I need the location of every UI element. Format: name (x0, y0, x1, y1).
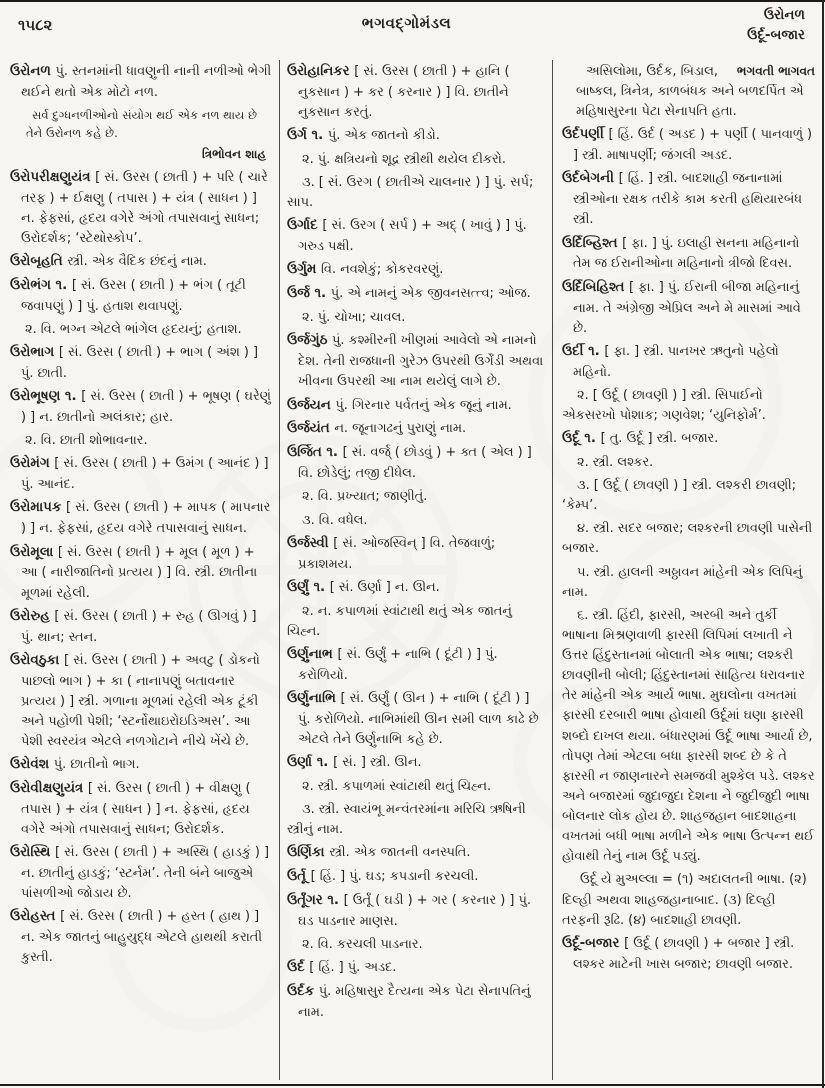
dict-sense: ૨. વિ. છાતી શોભાવનાર. (25, 433, 148, 449)
dict-entry: ઉર્ણિકા સ્ત્રી. એક જાતની વનસ્પતિ. (287, 845, 471, 861)
column-middle (280, 60, 553, 1080)
dict-sense: ૨. પું. ચોખા; ચાવલ. (302, 310, 406, 326)
dict-entry: ઉર્ણુનાભ [ સં. ઉર્ણું + નાભિ ( દૂંટી ) ] પું. કરોળિયો. (287, 646, 498, 683)
headword: ઉર્દી ૧. (562, 343, 605, 359)
dict-cite: ત્રિભોવન શાહ (201, 147, 266, 162)
dict-entry: ઉર્દૂ-બજાર [ ઉર્દૂ ( છાવણી ) + બજાર ] સ્ત્રી. લશ્કર માટેની ખાસ બજાર; છાવણી બજાર. (562, 935, 795, 972)
dict-entry: ઉર્દબેગની [ હિં. ] સ્ત્રી. બાદશાહી જનાનામાં સ્ત્રીઓના રક્ષક તરીકે કામ કરતી હથિયારબંધ સ્ત્રી. (562, 171, 802, 228)
headword: ઉર્ણિકા (287, 845, 330, 861)
headword: ઉર્ગુમ (287, 262, 322, 278)
headword: ઉર્જસ્વી (287, 535, 334, 551)
headword: ઉર્જયન (287, 397, 336, 413)
dict-para: ઉર્દૂ યે મુઅલ્લા = (૧) અદાલતની ભાષા. (૨) દિલ્હી અથવા શાહજહાનાબાદ. (૩) દિલ્હી તરફની રૂઢિ. (૪) બાદશાહી છાવણી. (562, 872, 807, 928)
dict-sense: ૨. વિ. કરચલી પાડનાર. (302, 937, 423, 953)
dict-sense: ૨. ન. કપાળમાં સ્વાંટાથી થતું એક જાતનું ચિહ્ન. (287, 603, 512, 639)
headword: ઉરોમંગ (10, 456, 55, 472)
guide-word-bottom: ઉર્દૂ-બજાર (747, 26, 805, 43)
dict-sense: ૪. સ્ત્રી. સદર બજાર; લશ્કરની છાવણી પાસેની બજાર. (562, 521, 813, 557)
headword: ઉર્દબેગની (562, 171, 619, 187)
headword: ઉર્ગ ૧. (287, 128, 328, 144)
headword: ઉરોમૂલા (10, 544, 58, 560)
dict-entry: ઉરોભાગ [ સં. ઉરસ ( છાતી ) + ભાગ ( અંશ ) ] પું. છાતી. (10, 345, 259, 382)
dict-entry: ઉરોહસ્ત [ સં. ઉરસ ( છાતી ) + હસ્ત ( હાથ ) ] ન. એક જાતનું બાહુયુદ્ધ એટલે હાથથી કરાતી કુસ્તી. (10, 909, 263, 966)
dict-entry: ઉર્દિબ્હિશ્ત [ ફા. ] પું. ઇલાહી સનના મહિનાનો તેમ જ ઈરાનીઓના મહિનાનો ત્રીજો દિવસ. (562, 235, 800, 272)
dictionary-content (10, 60, 815, 1080)
headword: ઉર્જયંત (287, 421, 335, 437)
dict-cont: ભગવતી ભાગવત અસિલોમા, ઉર્દક, બિડાલ, બાષ્કલ, ત્રિનેત્ર, કાળબંધક અને બળદર્પિત એ મહિષાસુરના પેટા સેનાપતિ હતા. (576, 64, 815, 120)
dict-quote: સર્વ દુગ્ધનળીઓનો સંયોગ થઈ એક નળ થાય છે તેને ઉરોનળ કહે છે. (26, 108, 258, 141)
dict-sense: ૨. પું. ક્ષત્રિયનો શૂદ્ર સ્ત્રીથી થયેલ દીકરો. (302, 152, 506, 168)
dict-entry: ઉરોસ્થિ [ સં. ઉરસ ( છાતી ) + અસ્થિ ( હાડકું ) ] ન. છાતીનું હાડકું; ‘સ્ટર્નમ’. તેની બંને બાજુએ પાંસળીઓ જોડાય છે. (10, 845, 270, 902)
dict-entry: ઉરોવીક્ષણુયંત્ર [ સં. ઉરસ ( છાતી ) + વીક્ષણુ ( તપાસ ) + યંત્ર ( સાધન ) ] ન. ફેફસાં, હૃદય વગેરે અંગો તપાસવાનું સાધન; ઉરોદર્શક. (10, 781, 251, 838)
headword: ઉરોનળ (10, 64, 56, 79)
headword: ઉર્ણુનાભિ (287, 690, 341, 706)
headword: ઉરોવંશ (10, 757, 54, 773)
headword: ઉર્ગાદ (287, 218, 323, 234)
headword: ઉરોભાગ (10, 345, 59, 361)
dict-entry: ઉર્ગ ૧. પું. એક જાતનો કીડો. (287, 128, 440, 144)
page-title: ભગવદ્ગોમંડલ (361, 14, 452, 32)
dict-entry: ઉર્જયન પું. ગિરનાર પર્વતનું એક જૂનું નામ. (287, 397, 512, 413)
dict-entry: ઉર્જયંત ન. જૂનાગઢનું પુરાણું નામ. (287, 421, 467, 437)
citation: ભગવતી ભાગવત (736, 64, 815, 78)
headword: ઉરોભંગ ૧. (10, 278, 72, 294)
headword: ઉર્તૂ (287, 869, 311, 885)
dict-entry: ઉરોબૃહતિ સ્ત્રી. એક વૈદિક છંદનું નામ. (10, 254, 207, 270)
dict-entry: ઉર્જસ્વી [ સં. ઓજસ્વિન્ ] વિ. તેજવાળું; પ્રકાશમય. (287, 535, 496, 572)
dict-entry: ઉર્ણું ૧. [ સં. ઉર્ણા ] ન. ઊન. (287, 579, 440, 595)
dict-entry: ઉરોનળ પું. સ્તનમાંની ધાવણુની નાની નળીઓ ભેગી થઈને થતો એક મોટો નળ. (10, 64, 272, 100)
dict-sense: ૨. સ્ત્રી. લશ્કર. (577, 454, 654, 470)
dict-entry: ઉર્દી ૧. [ ફા. ] સ્ત્રી. પાનખર ઋતુનો પહેલો મહિનો. (562, 343, 779, 380)
headword: ઉરોરુહ (10, 608, 55, 624)
dict-sense: ૨. [ ઉર્દૂ ( છાવણી ) ] સ્ત્રી. સિપાઈનો એકસરખો પોશાક; ગણવેશ; ‘યુનિફોર્મ’. (562, 387, 766, 423)
dict-entry: ઉરોરુહ [ સં. ઉરસ ( છાતી ) + રુહ ( ઊગવું ) ] પું. થાન; સ્તન. (10, 608, 257, 645)
dict-sense: ૨. વિ. પ્રખ્યાત; જાણીતું. (302, 489, 428, 505)
headword: ઉર્દૂ-બજાર (562, 935, 625, 951)
dict-sense: ૨. વિ. ભગ્ન એટલે ભાંગેલ હૃદયનું; હતાશ. (25, 322, 242, 338)
headword: ઉરોબૃહતિ (10, 254, 68, 270)
dict-entry: ઉરોમંગ [ સં. ઉરસ ( છાતી ) + ઉમંગ ( આનંદ ) ] પું. આનંદ. (10, 456, 269, 493)
dict-sense: ૩. સ્ત્રી. સ્વાયંભૂ મન્વંતરમાંના મરિચિ ઋષિની સ્ત્રીનું નામ. (287, 802, 526, 838)
headword: ઉર્દ (287, 960, 310, 976)
headword: ઉર્દિબ્હિશ્ત (562, 235, 623, 251)
headword: ઉર્ણું ૧. (287, 579, 330, 595)
dict-entry: ઉરોવંશ પું. છાતીનો ભાગ. (10, 757, 140, 773)
headword: ઉર્જગુંઠ (287, 333, 333, 349)
dict-entry: ઉર્દિબિહિશ્ત [ ફા. ] પું. ઈરાની બીજા મહિનાનું નામ. તે અંગ્રેજી એપ્રિલ અને મે માસમાં આવે છે. (562, 279, 801, 336)
dict-entry: ઉરોભૂષણ ૧. [ સં. ઉરસ ( છાતી ) + ભૂષણ ( ઘરેણું ) ] ન. છાતીનો અલંકાર; હાર. (10, 389, 271, 426)
dict-sense: ૬. સ્ત્રી. હિંદી, ફારસી, અરબી અને તુર્કી ભાષાના મિશ્રણવાળી ફારસી લિપિમાં લખાતી ને ઉત્તર હિંદુસ્તાનમાં બોલાતી એક ભાષા; લશ્કરી છાવણીની બોલી; હિંદુસ્તાનમાં સાહિત્ય ધરાવનાર તેર માંહેની એક આર્ય ભાષા. મુઘલોના વખતમાં ફારસી દરબારી ભાષા હોવાથી ઉર્દૂમાં ઘણા ફારસી શબ્દો દાખલ થયા. બંધારણમાં ઉર્દૂ ભાષા આર્યા છે, તોપણ તેમાં એટલા બધા ફારસી શબ્દ છે કે તે ફારસી ન જાણનારને સમજવી મુશ્કેલ પડે. લશ્કર અને બજારમાં જુદાજુદા દેશના ને જુદીજુદી ભાષા બોલનાર લોક હોય છે. શાહજહાન બાદશાહના વખતમાં બધી ભાષા મળીને એક ભાષા ઉત્પન્ન થઈ હોવાથી તેનું નામ ઉર્દૂ પડ્યું. (562, 607, 815, 865)
headword: ઉરોવીક્ષણુયંત્ર (10, 781, 88, 796)
dict-entry: ઉર્દપર્ણી [ હિં. ઉર્દ ( અડદ ) + પર્ણી ( પાનવાળું ) ] સ્ત્રી. માષાપર્ણી; જંગલી અડદ. (562, 127, 813, 164)
dict-entry: ઉર્તૂ [ હિં. ] પું. ઘડ; કપડાની કરચલી. (287, 869, 479, 885)
page-header (0, 6, 813, 58)
dict-entry: ઉર્જિત ૧. [ સં. વર્જ્ ( છોડવું ) + ક્ત ( એલ ) ] વિ. છોડેલું; તજી દીધેલ. (287, 445, 532, 482)
headword: ઉરોહસ્ત (10, 909, 61, 925)
headword: ઉરોહાનિકર (287, 64, 355, 79)
dict-entry: ઉર્ણા ૧. [ સં. ] સ્ત્રી. ઊન. (287, 755, 422, 771)
dict-entry: ઉર્તૂંગર ૧. [ ઉર્તૂં ( ઘડી ) + ગર ( કરનાર ) ] પું. ઘડ પાડનાર માણસ. (287, 893, 531, 930)
dict-sense: ૩. [ સં. ઉરગ ( છાતીએ ચાલનાર ) ] પું. સર્પ; સાપ. (287, 175, 534, 211)
dict-entry: ઉર્ણુનાભિ [ સં. ઉર્ણું ( ઊન ) + નાભિ ( દૂંટી ) ] પું. કરોળિયો. નાભિમાંથી ઊન સમી લાળ કાઢે છે એટલે તેને ઉર્ણુનાભિ કહે છે. (287, 690, 539, 747)
headword: ઉર્તૂંગર ૧. (287, 893, 344, 909)
headword: ઉરોપરીક્ષણુયંત્ર (10, 169, 96, 185)
headword: ઉર્જ ૧. (287, 286, 331, 302)
dict-entry: ઉરોવઠુકા [ સં. ઉરસ ( છાતી ) + અવટુ ( ડોકનો પાછલો ભાગ ) + કા ( નાનાપણું બતાવનાર પ્રત્યય ) ] સ્ત્રી. ગળાના મૂળમાં રહેલી એક ટૂંકી અને પહોળી પેશી; ‘સ્ટર્નોથાઇરોઇડિઅસ’. આ પેશી સ્વરયંત્ર એટલે નળગોટાને નીચે ખેંચે છે. (10, 652, 260, 749)
dict-entry: ઉરોમાપક [ સં. ઉરસ ( છાતી ) + માપક ( માપનાર ) ] ન. ફેફસાં, હૃદય વગેરે તપાસવાનું સાધન. (10, 500, 271, 537)
dict-entry: ઉરોહાનિકર [ સં. ઉરસ ( છાતી ) + હાનિ ( નુકસાન ) + કર ( કરનાર ) ] વિ. છાતીને નુકસાન કરતું. (287, 64, 510, 121)
page-right-rule (822, 0, 824, 1088)
guide-word-top: ઉરોનળ (763, 7, 805, 23)
dict-entry: ઉર્દ [ હિં. ] પું. અડદ. (287, 960, 397, 976)
dict-entry: ઉર્જગુંઠ પું. કશ્મીરની ખીણમાં આવેલો એ નામનો દેશ. તેની રાજધાની ગુરેઝ ઉપરથી ઉર્ગેંડી અથવા ખીવના ઉપરથી આ નામ થયેલું લાગે છે. (287, 333, 544, 390)
headword: ઉરોસ્થિ (10, 845, 55, 861)
page-top-rule (0, 0, 825, 2)
headword: ઉરોમાપક (10, 500, 66, 516)
dict-sense: ૫. સ્ત્રી. હાલની અઠ્ઠાવન માંહેની એક લિપિનું નામ. (562, 564, 803, 600)
guide-words (747, 6, 805, 45)
dict-entry: ઉરોમૂલા [ સં. ઉરસ ( છાતી ) + મૂલ ( મૂળ ) + આ ( નારીજાતિનો પ્રત્યય ) ] વિ. સ્ત્રી. છાતીના મૂળમાં રહેલી. (10, 544, 258, 601)
headword: ઉર્દૂ ૧. (562, 431, 601, 447)
headword: ઉર્દપર્ણી (562, 127, 609, 143)
dict-entry: ઉર્ગુમ વિ. નવશેકું; કોકરવરણું. (287, 262, 444, 278)
headword: ઉરોભૂષણ ૧. (10, 389, 82, 405)
dict-entry: ઉર્દક પું. મહિષાસુર દૈત્યના એક પેટા સેનાપતિનું નામ. (287, 984, 531, 1021)
column-right (553, 60, 815, 1080)
dict-sense: ૩. [ ઉર્દૂ ( છાવણી ) ] સ્ત્રી. લશ્કરી છાવણી; ‘કેમ્પ’. (562, 478, 797, 514)
dict-entry: ઉરોભંગ ૧. [ સં. ઉરસ ( છાતી ) + ભંગ ( તૂટી જવાપણું ) ] પું. હતાશ થવાપણું. (10, 278, 246, 314)
headword: ઉર્ણા ૧. (287, 755, 334, 771)
column-left (10, 60, 280, 1080)
dict-sense: ૨. સ્ત્રી. કપાળમાં સ્વાંટાથી થતું ચિહ્ન. (302, 778, 492, 794)
headword: ઉર્દિબિહિશ્ત (562, 279, 630, 295)
dict-sense: ૩. વિ. વધેલ. (302, 512, 368, 528)
headword: ઉર્ણુનાભ (287, 646, 338, 662)
page-bottom-rule (0, 1084, 825, 1086)
headword: ઉર્દક (287, 984, 319, 1000)
dict-entry: ઉરોપરીક્ષણુયંત્ર [ સં. ઉરસ ( છાતી ) + પરિ ( ચારે તરફ ) + ઈક્ષણુ ( તપાસ ) + યંત્ર ( સાધન ) ] ન. ફેફસાં, હૃદય વગેરે અંગો તપાસવાનું સાધન; ઉરોદર્શક; ‘સ્ટેથોસ્કોપ’. (10, 169, 268, 247)
dict-entry: ઉર્ગાદ [ સં. ઉરગ ( સર્પ ) + અદ્ ( ખાવું ) ] પું. ગરુડ પક્ષી. (287, 218, 527, 255)
headword: ઉરોવઠુકા (10, 652, 64, 668)
page-number: ૧૫૮૨ (18, 16, 53, 34)
headword: ઉર્જિત ૧. (287, 445, 343, 461)
dict-entry: ઉર્દૂ ૧. [ તુ. ઉર્દૂ ] સ્ત્રી. બજાર. (562, 431, 719, 447)
dict-entry: ઉર્જ ૧. પું. એ નામનું એક જીવનસત્ત્વ; ઓજ. (287, 286, 531, 302)
